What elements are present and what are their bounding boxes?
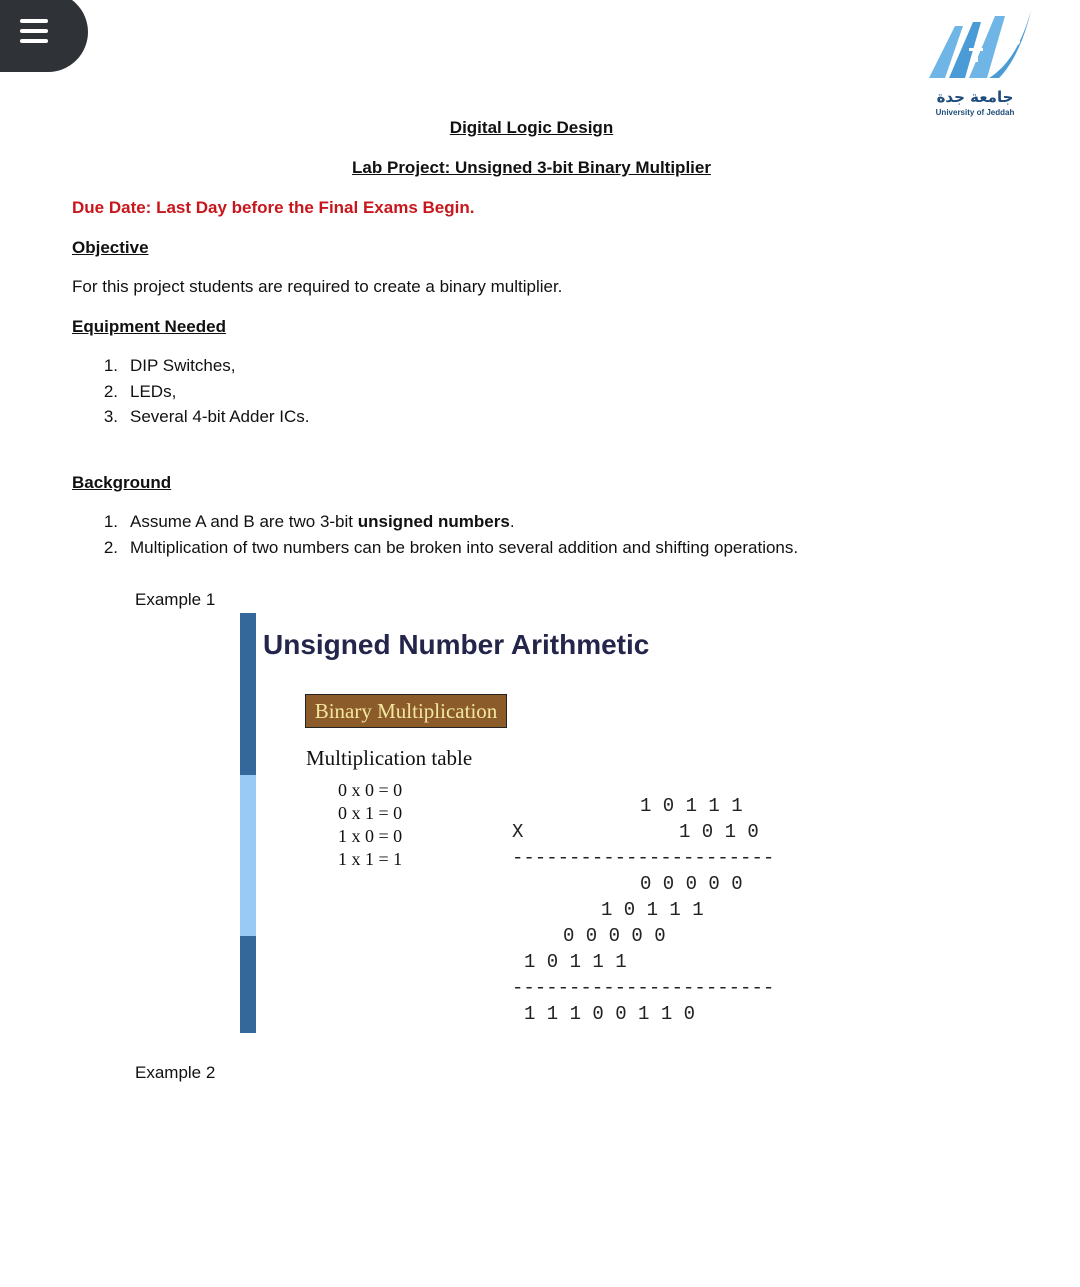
slide-sidebar-light	[240, 775, 256, 936]
slide-sidebar-dark-top	[240, 613, 256, 775]
list-item-text	[130, 512, 515, 532]
project-title: Lab Project: Unsigned 3-bit Binary Multiplier	[352, 158, 711, 177]
list-item-text: Several 4-bit Adder ICs.	[130, 407, 310, 426]
list-item-text: Multiplication of two numbers can be broken into several addition and shifting operations.	[130, 538, 799, 557]
product-result: 1 1 1 0 0 1 1 0	[524, 1003, 696, 1025]
multiplication-table-row: 0 x 0 = 0	[338, 780, 403, 800]
slide-sidebar-dark-bottom	[240, 936, 256, 1033]
list-item-text: LEDs,	[130, 382, 177, 401]
multiplication-table-row: 1 x 1 = 1	[338, 849, 403, 869]
menu-icon	[20, 19, 48, 23]
separator-line: -----------------------	[512, 977, 775, 999]
multiplier: 1 0 1 0	[679, 821, 759, 843]
partial-product: 0 0 0 0 0	[640, 873, 743, 895]
multiplier-sign: X	[512, 821, 524, 843]
university-logo	[925, 8, 1037, 123]
text-segment: .	[509, 512, 515, 531]
menu-icon-bar-2	[20, 29, 48, 33]
equipment-heading: Equipment Needed	[72, 317, 226, 336]
logo-english-name: University of Jeddah	[935, 108, 1015, 117]
list-item-number: 2.	[103, 538, 118, 557]
example-2-label: Example 2	[135, 1063, 216, 1082]
list-item-number: 2.	[103, 382, 118, 401]
multiplication-table-title: Multiplication table	[306, 746, 473, 770]
example-1-label: Example 1	[135, 590, 216, 609]
multiplicand: 1 0 1 1 1	[640, 795, 743, 817]
objective-heading: Objective	[72, 238, 149, 257]
separator-line: -----------------------	[512, 847, 775, 869]
binary-multiplication-box: Binary Multiplication	[305, 694, 507, 728]
background-heading: Background	[72, 473, 172, 492]
partial-product: 0 0 0 0 0	[563, 925, 666, 947]
multiplication-table-row: 0 x 1 = 0	[338, 803, 403, 823]
menu-button[interactable]	[0, 0, 88, 72]
bold-text: unsigned numbers	[357, 512, 510, 531]
course-title: Digital Logic Design	[449, 118, 614, 137]
logo-emblem-icon	[925, 8, 1035, 88]
partial-product: 1 0 1 1 1	[601, 899, 704, 921]
example-slide	[240, 613, 900, 1033]
list-item-number: 3.	[103, 407, 118, 426]
due-date: Due Date: Last Day before the Final Exams Begin.	[72, 198, 475, 217]
multiplication-table-row: 1 x 0 = 0	[338, 826, 403, 846]
list-item-number: 1.	[103, 356, 118, 375]
objective-text: For this project students are required to create a binary multiplier.	[72, 277, 563, 296]
slide-title: Unsigned Number Arithmetic	[263, 629, 650, 660]
list-item-text: DIP Switches,	[130, 356, 236, 375]
menu-icon-bar-3	[20, 39, 48, 43]
logo-arabic-name: جامعة جدة	[936, 88, 1014, 106]
text-segment: Assume A and B are two 3-bit	[130, 512, 358, 531]
partial-product: 1 0 1 1 1	[524, 951, 627, 973]
list-item-number: 1.	[103, 512, 118, 531]
